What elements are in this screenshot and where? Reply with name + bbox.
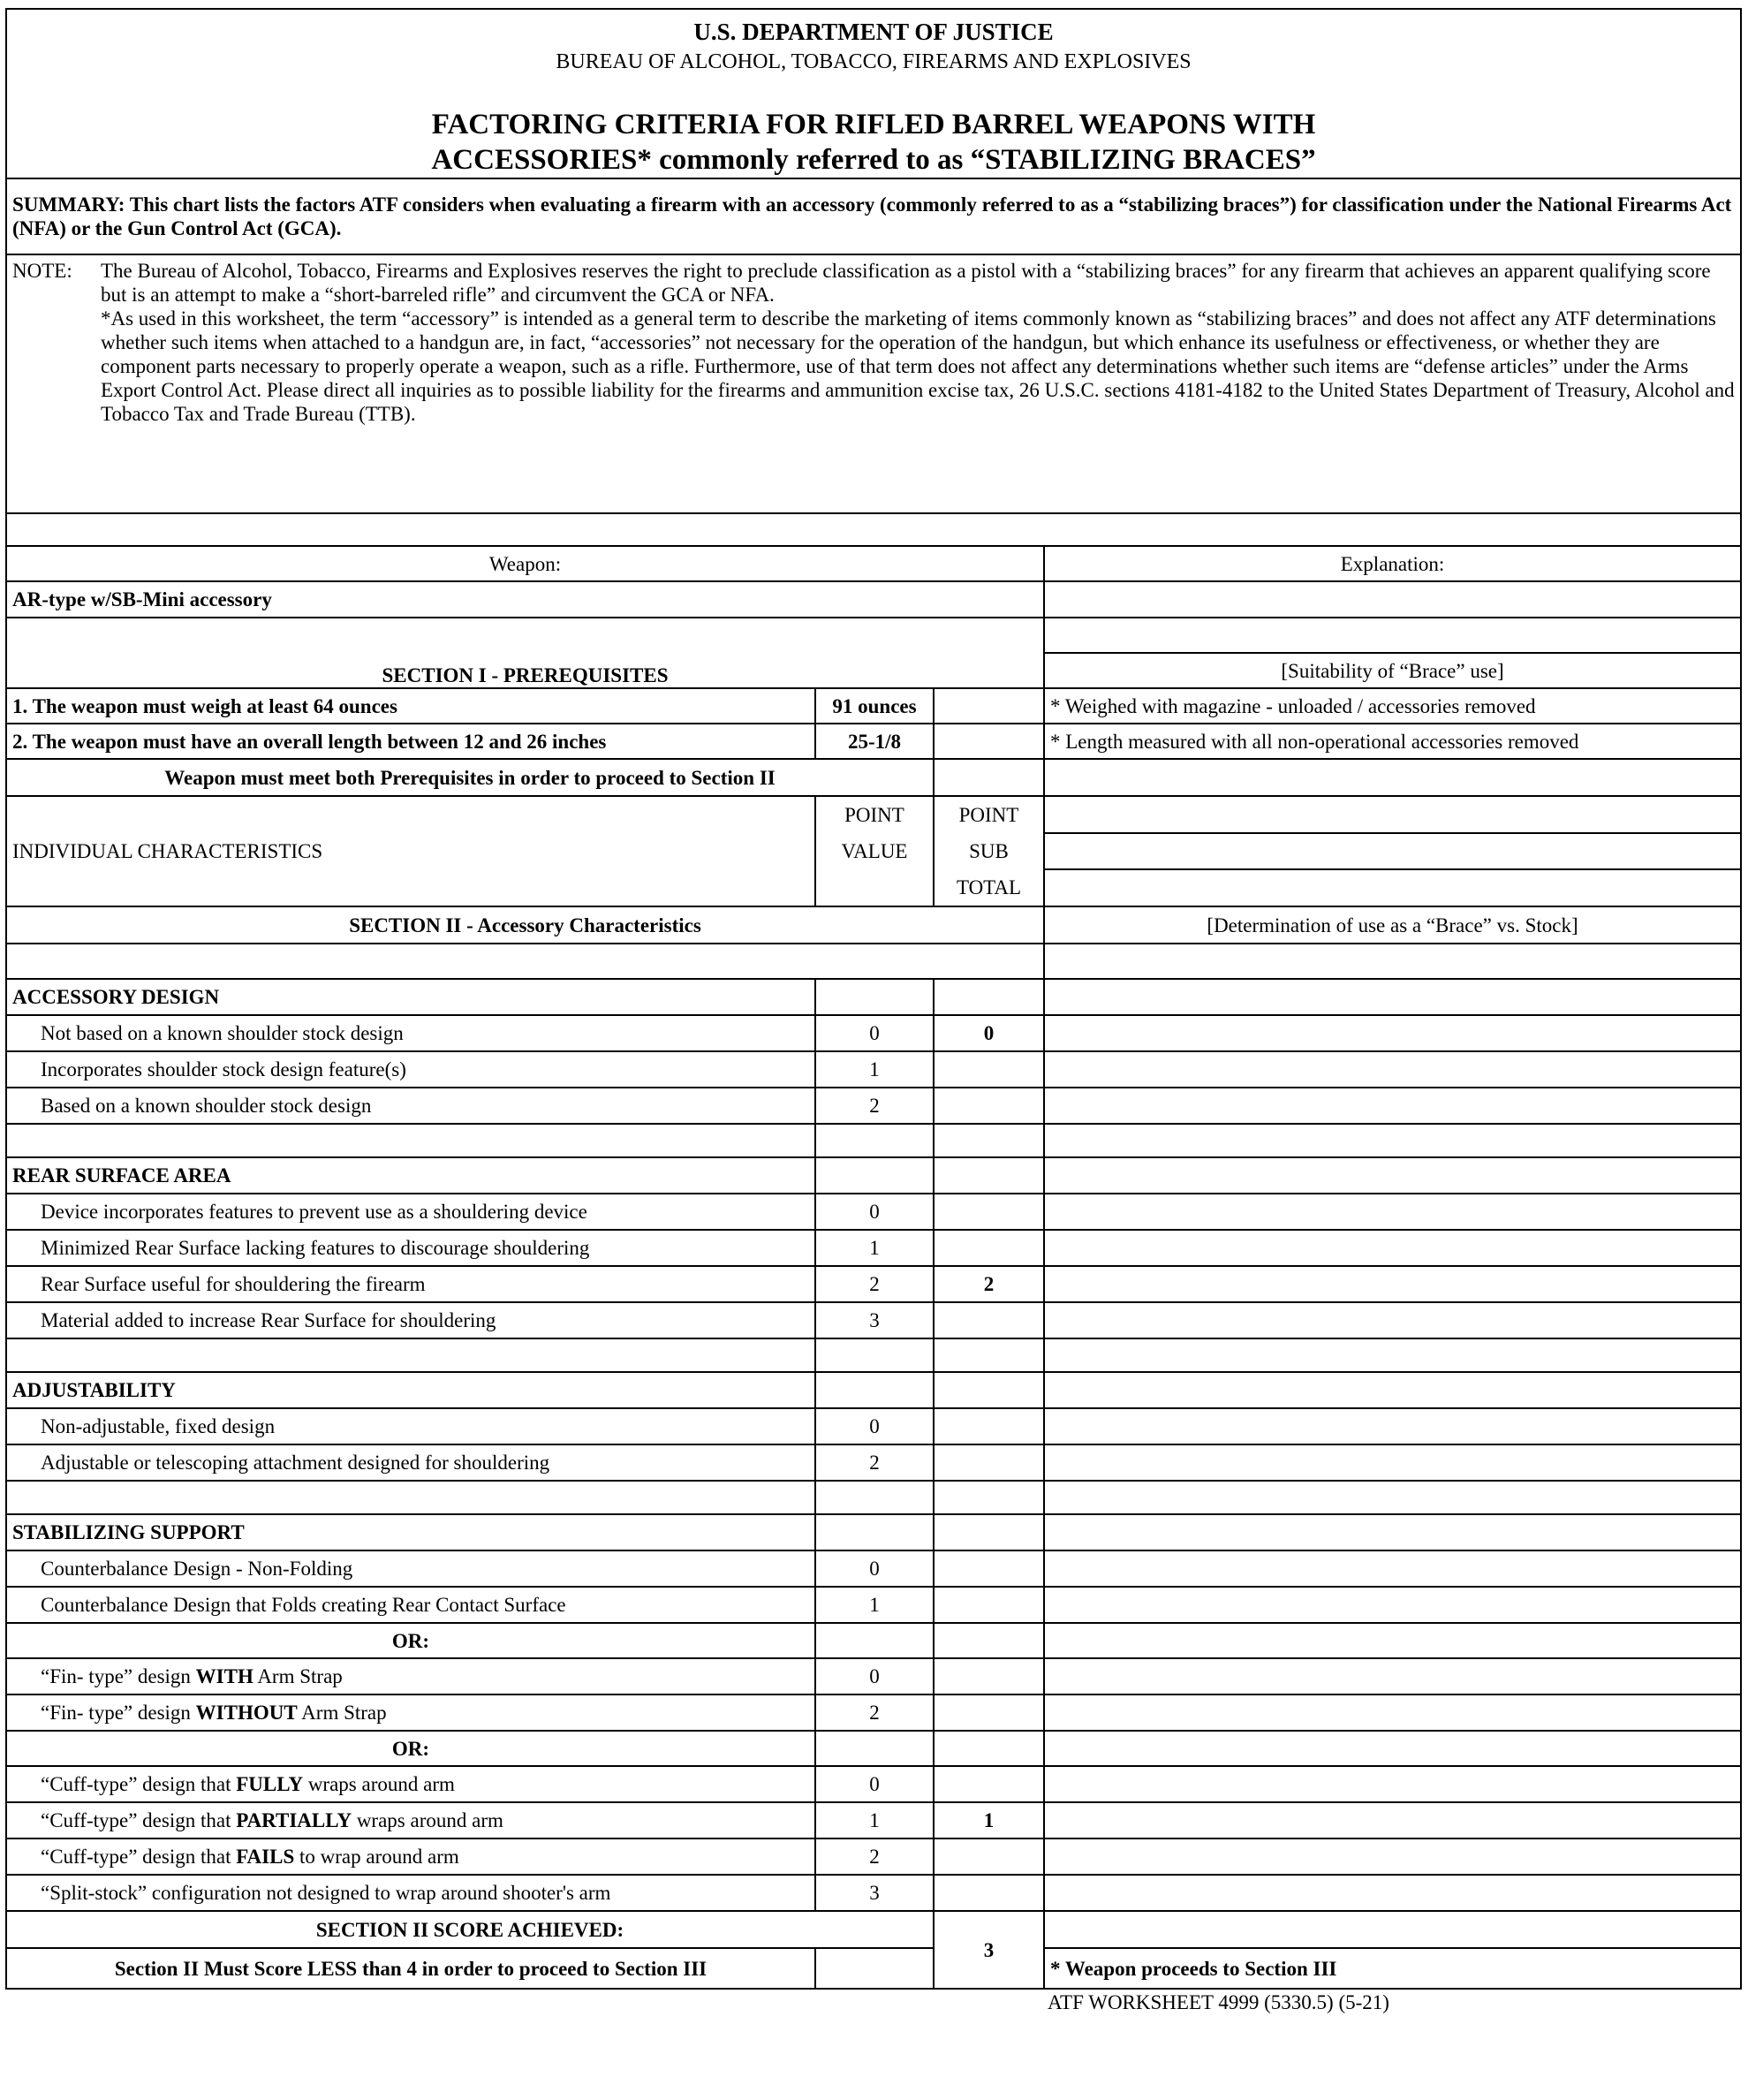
row-label: Rear Surface useful for shouldering the firearm	[6, 1266, 815, 1302]
row-label: Material added to increase Rear Surface for shouldering	[6, 1302, 815, 1338]
weapon-name: AR-type w/SB-Mini accessory	[6, 581, 1044, 618]
row-point-value: 2	[815, 1694, 934, 1731]
prereq-1-value: 91 ounces	[815, 688, 934, 724]
indiv-explanation-b	[1044, 833, 1741, 870]
point-sub-line1: POINT	[958, 804, 1019, 826]
row-point-value: 1	[815, 1802, 934, 1838]
table-row	[6, 1694, 1741, 1731]
prereq-row-2	[6, 724, 1741, 759]
score-row	[6, 1911, 1741, 1948]
row-label-pre: “Cuff-type” design that	[41, 1809, 237, 1831]
table-row	[6, 1658, 1741, 1694]
section2-total-score: 3	[934, 1911, 1044, 1989]
group-title-rear: REAR SURFACE AREA	[6, 1157, 815, 1194]
row-label: Non-adjustable, fixed design	[6, 1408, 815, 1444]
department-name: U.S. DEPARTMENT OF JUSTICE	[693, 19, 1054, 45]
row-label-post: wraps around arm	[352, 1809, 503, 1831]
row-label: “Split-stock” configuration not designed to wrap around shooter's arm	[6, 1875, 815, 1911]
point-sub-line2: SUB	[969, 840, 1009, 862]
prereq-2-note: * Length measured with all non-operational accessories removed	[1044, 724, 1741, 759]
row-subtotal	[934, 1766, 1044, 1802]
result-text: * Weapon proceeds to Section III	[1044, 1948, 1741, 1989]
table-row	[6, 1015, 1741, 1051]
summary-row	[6, 178, 1741, 254]
point-sub-line3: TOTAL	[956, 876, 1022, 898]
row-subtotal	[934, 1444, 1044, 1481]
note-paragraph-2: *As used in this worksheet, the term “accessory” is intended as a general term to describe the marketing of items commonly known as “stabilizing braces” and does not affect any ATF determinations whether such items when attached to a handgun are, in fact, “accessories” not necessary for the operation of the handgun, but which enhance its usefulness or effectiveness, or whether they are component parts necessary to properly operate a weapon, such as a rifle. Furthermore, use of that term does not affect any determinations whether such items are “defense articles” under the Arms Export Control Act. Please direct all inquiries as to possible liability for the firearms and ammunition excise tax, 26 U.S.C. sections 4181-4182 to the United States Department of Treasury, Alcohol and Tobacco Tax and Trade Bureau (TTB).	[101, 307, 1735, 425]
row-point-value: 0	[815, 1766, 934, 1802]
table-row	[6, 1230, 1741, 1266]
row-subtotal	[934, 1230, 1044, 1266]
spacer-row	[6, 513, 1741, 546]
row-label: Incorporates shoulder stock design feature(s)	[6, 1051, 815, 1088]
note-paragraph-1: The Bureau of Alcohol, Tobacco, Firearms and Explosives reserves the right to preclude classification as a pistol with a “stabilizing braces” for any firearm that achieves an apparent qualifying score but is an attempt to make a “short-barreled rifle” and circumvent the GCA or NFA.	[101, 260, 1711, 306]
note-label: NOTE:	[12, 260, 72, 282]
row-point-value: 2	[815, 1266, 934, 1302]
summary-text: SUMMARY: This chart lists the factors ATF considers when evaluating a firearm with an accessory (commonly referred to as a “stabilizing braces”) for classification under the National Firearms Act (NFA) or the Gun Control Act (GCA).	[6, 178, 1741, 254]
row-label-emphasis: PARTIALLY	[236, 1809, 352, 1831]
row-label: Counterbalance Design - Non-Folding	[6, 1550, 815, 1587]
table-row	[6, 1550, 1741, 1587]
row-label-pre: “Fin- type” design	[41, 1665, 196, 1687]
worksheet-table	[5, 8, 1742, 2015]
row-label-emphasis: FAILS	[236, 1846, 295, 1868]
section1-title: SECTION I - PREREQUISITES	[6, 618, 1044, 688]
row-point-value: 1	[815, 1230, 934, 1266]
row-label-pre: “Fin- type” design	[41, 1702, 196, 1724]
table-row	[6, 1408, 1741, 1444]
column-header-row	[6, 546, 1741, 581]
row-label-post: Arm Strap	[253, 1665, 343, 1687]
row-point-value: 0	[815, 1194, 934, 1230]
section2-title: SECTION II - Accessory Characteristics	[6, 906, 1044, 944]
row-point-value: 0	[815, 1550, 934, 1587]
footer-row	[6, 1989, 1741, 2015]
table-row	[6, 1194, 1741, 1230]
row-subtotal: 2	[934, 1266, 1044, 1302]
row-subtotal	[934, 1587, 1044, 1623]
prereq-2-label: 2. The weapon must have an overall length between 12 and 26 inches	[6, 724, 815, 759]
must-meet-sub	[934, 759, 1044, 796]
row-label-pre: “Cuff-type” design that	[41, 1846, 237, 1868]
row-label-emphasis: WITH	[195, 1665, 253, 1687]
weapon-name-row	[6, 581, 1741, 618]
row-subtotal	[934, 1408, 1044, 1444]
must-meet-explanation	[1044, 759, 1741, 796]
or-label: OR:	[6, 1623, 815, 1658]
row-label-emphasis: WITHOUT	[195, 1702, 298, 1724]
indiv-label: INDIVIDUAL CHARACTERISTICS	[6, 796, 815, 906]
table-row	[6, 1051, 1741, 1088]
title-line-1: FACTORING CRITERIA FOR RIFLED BARREL WEAPONS WITH	[431, 109, 1316, 140]
suitability-label: [Suitability of “Brace” use]	[1044, 653, 1741, 688]
row-label-post: to wrap around arm	[294, 1846, 459, 1868]
group-header-adjust	[6, 1372, 1741, 1408]
weapon-explanation-cell	[1044, 581, 1741, 618]
point-value-line2: VALUE	[841, 840, 908, 862]
blank-row	[6, 1338, 1741, 1372]
row-point-value: 3	[815, 1302, 934, 1338]
prereq-2-value: 25-1/8	[815, 724, 934, 759]
or-label: OR:	[6, 1731, 815, 1766]
group-header-rear	[6, 1157, 1741, 1194]
weapon-column-header: Weapon:	[6, 546, 1044, 581]
row-label-post: wraps around arm	[303, 1773, 455, 1795]
row-subtotal	[934, 1838, 1044, 1875]
or-row-2	[6, 1731, 1741, 1766]
row-label: Minimized Rear Surface lacking features to discourage shouldering	[6, 1230, 815, 1266]
row-point-value: 0	[815, 1658, 934, 1694]
prereq-1-note: * Weighed with magazine - unloaded / accessories removed	[1044, 688, 1741, 724]
table-row	[6, 1766, 1741, 1802]
row-point-value: 3	[815, 1875, 934, 1911]
table-row	[6, 1838, 1741, 1875]
or-row-1	[6, 1623, 1741, 1658]
row-label: Adjustable or telescoping attachment designed for shouldering	[6, 1444, 815, 1481]
form-number: ATF WORKSHEET 4999 (5330.5) (5-21)	[1048, 1991, 1389, 2013]
row-subtotal	[934, 1088, 1044, 1124]
row-label-post: Arm Strap	[297, 1702, 387, 1724]
header-row	[6, 9, 1741, 178]
score-requirement: Section II Must Score LESS than 4 in order to proceed to Section III	[6, 1948, 815, 1989]
point-value-line1: POINT	[844, 804, 904, 826]
must-meet-row	[6, 759, 1741, 796]
row-subtotal: 0	[934, 1015, 1044, 1051]
row-subtotal: 1	[934, 1802, 1044, 1838]
row-label-emphasis: FULLY	[236, 1773, 304, 1795]
row-label-pre: “Cuff-type” design that	[41, 1773, 237, 1795]
indiv-explanation-a	[1044, 796, 1741, 833]
table-row	[6, 1444, 1741, 1481]
row-point-value: 1	[815, 1587, 934, 1623]
score-must-row	[6, 1948, 1741, 1989]
group-header-stab	[6, 1514, 1741, 1550]
row-subtotal	[934, 1302, 1044, 1338]
blank-row	[6, 1124, 1741, 1157]
table-row	[6, 1802, 1741, 1838]
row-point-value: 2	[815, 1088, 934, 1124]
section1-spacer-row	[6, 618, 1741, 653]
indiv-row-a	[6, 796, 1741, 833]
prereq-1-label: 1. The weapon must weigh at least 64 ounces	[6, 688, 815, 724]
prereq-1-sub	[934, 688, 1044, 724]
row-label: Counterbalance Design that Folds creating Rear Contact Surface	[6, 1587, 815, 1623]
row-point-value: 2	[815, 1838, 934, 1875]
row-point-value: 1	[815, 1051, 934, 1088]
indiv-explanation-c	[1044, 869, 1741, 906]
row-point-value: 0	[815, 1408, 934, 1444]
row-subtotal	[934, 1051, 1044, 1088]
section1-explanation-blank	[1044, 618, 1741, 653]
group-header-design	[6, 979, 1741, 1015]
row-point-value: 0	[815, 1015, 934, 1051]
explanation-column-header: Explanation:	[1044, 546, 1741, 581]
group-title-adjust: ADJUSTABILITY	[6, 1372, 815, 1408]
section2-title-row	[6, 906, 1741, 944]
prereq-row-1	[6, 688, 1741, 724]
prereq-2-sub	[934, 724, 1044, 759]
score-label: SECTION II SCORE ACHIEVED:	[6, 1911, 934, 1948]
table-row	[6, 1302, 1741, 1338]
row-label: Not based on a known shoulder stock design	[6, 1015, 815, 1051]
table-row	[6, 1088, 1741, 1124]
determination-label: [Determination of use as a “Brace” vs. Stock]	[1044, 906, 1741, 944]
group-title-design: ACCESSORY DESIGN	[6, 979, 815, 1015]
row-point-value: 2	[815, 1444, 934, 1481]
table-row	[6, 1587, 1741, 1623]
section2-spacer-row	[6, 944, 1741, 979]
note-row	[6, 254, 1741, 513]
table-row	[6, 1266, 1741, 1302]
row-subtotal	[934, 1550, 1044, 1587]
blank-row	[6, 1481, 1741, 1514]
title-line-2: ACCESSORIES* commonly referred to as “STABILIZING BRACES”	[431, 144, 1316, 176]
must-meet-text: Weapon must meet both Prerequisites in order to proceed to Section II	[6, 759, 934, 796]
row-subtotal	[934, 1194, 1044, 1230]
row-label: Device incorporates features to prevent use as a shouldering device	[6, 1194, 815, 1230]
row-label: Based on a known shoulder stock design	[6, 1088, 815, 1124]
bureau-name: BUREAU OF ALCOHOL, TOBACCO, FIREARMS AND EXPLOSIVES	[556, 50, 1192, 73]
table-row	[6, 1875, 1741, 1911]
group-title-stab: STABILIZING SUPPORT	[6, 1514, 815, 1550]
